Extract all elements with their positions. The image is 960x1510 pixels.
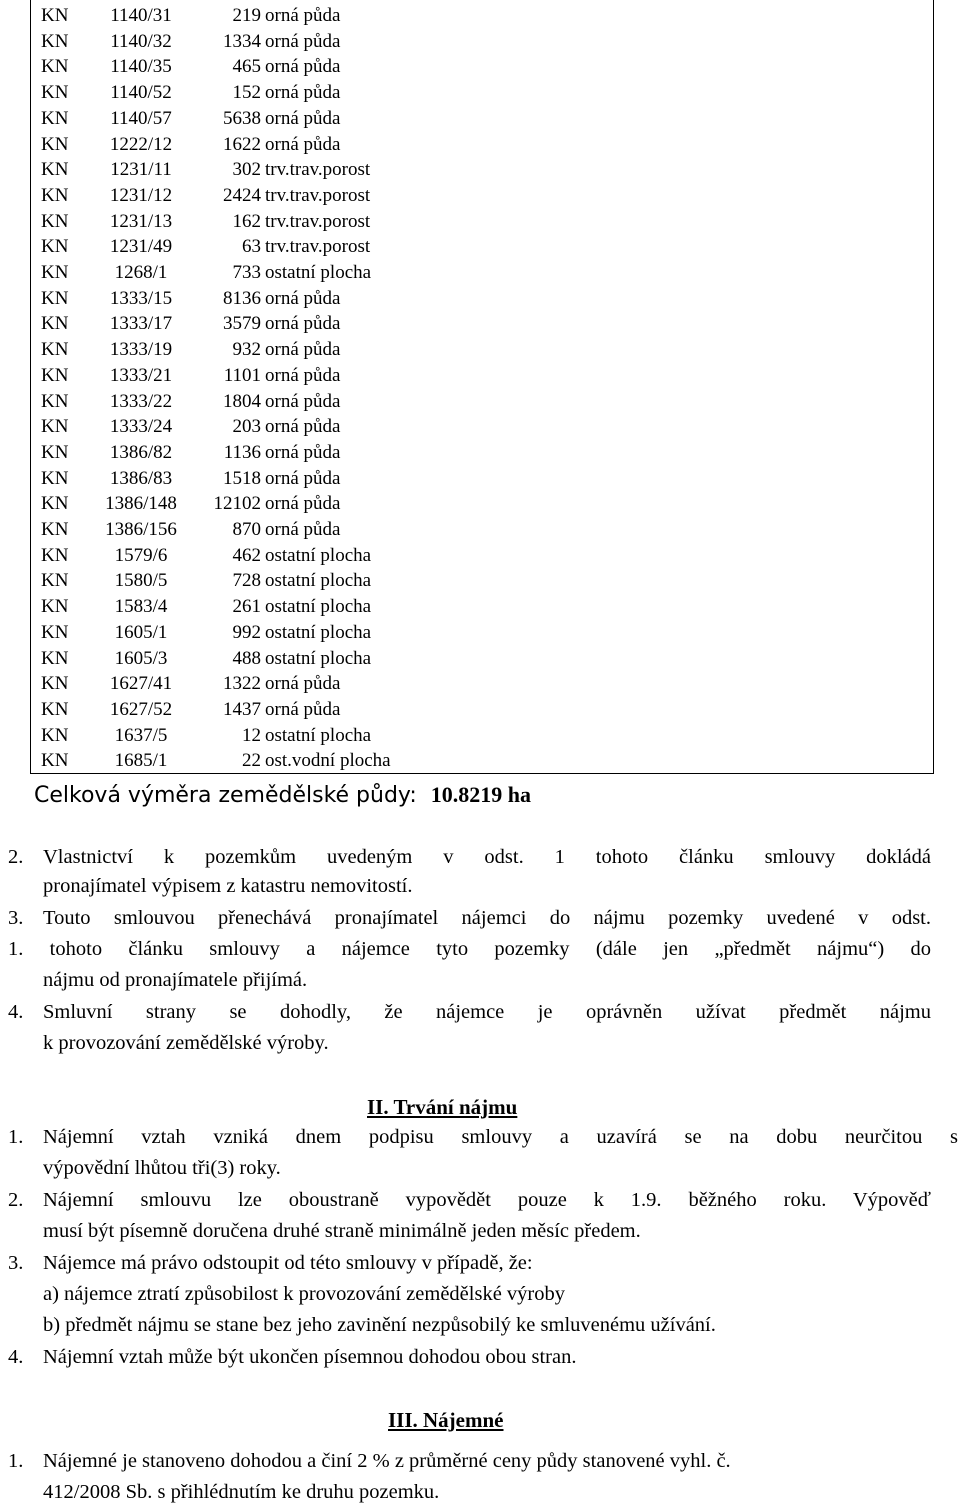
parcel-kn: KN <box>41 698 69 720</box>
parcel-type: orná půda <box>265 30 341 52</box>
parcel-number: 1386/82 <box>109 441 173 463</box>
parcel-area: 3579 <box>223 313 261 335</box>
paragraph-number: 3. <box>8 1252 24 1274</box>
parcel-area: 63 <box>242 236 261 258</box>
parcel-kn: KN <box>41 184 69 206</box>
parcel-number: 1231/13 <box>109 210 173 232</box>
parcel-area: 870 <box>232 519 261 540</box>
parcel-type: orná půda <box>265 698 341 720</box>
parcel-type: ostatní plocha <box>265 596 372 618</box>
parcel-area: 733 <box>232 262 261 283</box>
parcel-type: trv.trav.porost <box>265 159 371 181</box>
parcel-number: 1333/21 <box>109 364 173 386</box>
parcel-kn: KN <box>41 544 69 566</box>
parcel-number: 1333/24 <box>109 416 173 438</box>
parcel-number: 1231/12 <box>109 184 173 206</box>
parcel-area: 1518 <box>223 467 261 489</box>
parcel-number: 1627/52 <box>109 698 173 720</box>
parcel-type: orná půda <box>265 673 341 695</box>
parcel-kn: KN <box>41 750 69 772</box>
parcel-kn: KN <box>41 30 69 52</box>
parcel-table <box>30 0 934 774</box>
parcel-type: orná půda <box>265 133 341 155</box>
paragraph-line: k provozování zemědělské výroby. <box>43 1032 329 1054</box>
parcel-area: 462 <box>232 544 261 566</box>
parcel-number: 1140/57 <box>110 107 172 129</box>
parcel-kn: KN <box>41 570 69 592</box>
parcel-area: 1804 <box>223 390 261 412</box>
parcel-kn: KN <box>41 82 69 104</box>
parcel-kn: KN <box>41 467 69 489</box>
parcel-kn: KN <box>41 339 69 361</box>
parcel-type: trv.trav.porost <box>265 210 371 232</box>
paragraph-number: 4. <box>8 1001 24 1023</box>
parcel-type: orná půda <box>265 339 341 361</box>
parcel-type: orná půda <box>265 82 341 104</box>
parcel-area: 728 <box>232 570 261 592</box>
paragraph-line: Touto smlouvou přenechává pronajímatel nájemci do nájmu pozemky uvedené v odst. <box>43 907 931 929</box>
parcel-area: 932 <box>232 339 261 361</box>
parcel-number: 1333/19 <box>109 339 173 361</box>
parcel-number: 1386/83 <box>109 467 173 489</box>
parcel-number: 1140/35 <box>110 56 172 78</box>
parcel-kn: KN <box>41 621 69 643</box>
parcel-type: orná půda <box>265 364 341 386</box>
parcel-number: 1637/5 <box>114 724 168 746</box>
parcel-type: orná půda <box>265 390 341 412</box>
parcel-area: 22 <box>242 750 261 772</box>
parcel-kn: KN <box>41 133 69 155</box>
parcel-number: 1605/3 <box>114 647 168 669</box>
parcel-area: 162 <box>232 210 261 232</box>
parcel-area: 2424 <box>223 184 261 206</box>
parcel-number: 1140/32 <box>110 30 172 52</box>
total-label: Celková výměra zemědělské půdy: <box>34 783 417 808</box>
parcel-number: 1685/1 <box>114 750 168 772</box>
parcel-kn: KN <box>41 493 69 515</box>
parcel-type: ostatní plocha <box>265 724 372 746</box>
parcel-type: ostatní plocha <box>265 570 372 592</box>
parcel-kn: KN <box>41 313 69 335</box>
parcel-number: 1333/15 <box>109 287 173 309</box>
parcel-number: 1386/156 <box>105 519 177 540</box>
paragraph-number: 2. <box>8 1189 24 1211</box>
parcel-area: 203 <box>232 416 261 438</box>
paragraph-number: 4. <box>8 1346 24 1368</box>
parcel-kn: KN <box>41 262 69 283</box>
paragraph-line: nájmu od pronajímatele přijímá. <box>43 969 308 991</box>
parcel-area: 152 <box>232 82 261 104</box>
paragraph-line: výpovědní lhůtou tři(3) roky. <box>43 1157 281 1179</box>
parcel-kn: KN <box>41 287 69 309</box>
parcel-number: 1231/49 <box>109 236 173 258</box>
parcel-number: 1583/4 <box>114 596 168 618</box>
parcel-area: 8136 <box>223 287 261 309</box>
parcel-kn: KN <box>41 519 69 540</box>
parcel-kn: KN <box>41 5 69 26</box>
parcel-kn: KN <box>41 56 69 78</box>
paragraph-line: Vlastnictví k pozemkům uvedeným v odst. 1 tohoto článku smlouvy dokládá <box>43 846 931 868</box>
parcel-number: 1222/12 <box>109 133 173 155</box>
parcel-kn: KN <box>41 364 69 386</box>
parcel-area: 1101 <box>223 364 261 386</box>
parcel-type: orná půda <box>265 313 341 335</box>
paragraph-line: Nájemní smlouvu lze oboustraně vypovědět pouze k 1.9. běžného roku. Výpověď <box>43 1189 931 1211</box>
paragraph-line: Smluvní strany se dohodly, že nájemce je oprávněn užívat předmět nájmu <box>43 1001 931 1023</box>
parcel-type: ostatní plocha <box>265 544 372 566</box>
parcel-area: 219 <box>232 5 261 26</box>
parcel-area: 992 <box>232 621 261 643</box>
parcel-number: 1605/1 <box>114 621 168 643</box>
parcel-area: 1322 <box>223 673 261 695</box>
parcel-kn: KN <box>41 647 69 669</box>
parcel-area: 12 <box>242 724 261 746</box>
paragraph-number: 1. <box>8 1126 24 1148</box>
parcel-type: orná půda <box>265 5 341 26</box>
parcel-kn: KN <box>41 159 69 181</box>
paragraph-line: Nájemné je stanoveno dohodou a činí 2 % z průměrné ceny půdy stanovené vyhl. č. <box>43 1450 731 1472</box>
parcel-area: 1437 <box>223 698 261 720</box>
parcel-area: 12102 <box>213 493 261 515</box>
parcel-type: ostatní plocha <box>265 621 372 643</box>
parcel-number: 1268/1 <box>114 262 168 283</box>
paragraph-line: 412/2008 Sb. s přihlédnutím ke druhu pozemku. <box>43 1481 440 1503</box>
parcel-type: orná půda <box>265 416 341 438</box>
parcel-number: 1333/17 <box>109 313 173 335</box>
parcel-type: orná půda <box>265 56 341 78</box>
paragraph-line: Nájemní vztah vzniká dnem podpisu smlouvy a uzavírá se na dobu neurčitou s <box>43 1126 958 1148</box>
list-item-a: a) nájemce ztratí způsobilost k provozování zemědělské výroby <box>43 1283 565 1305</box>
parcel-type: orná půda <box>265 107 341 129</box>
parcel-kn: KN <box>41 596 69 618</box>
paragraph-line: Nájemce má právo odstoupit od této smlouvy v případě, že: <box>43 1252 533 1274</box>
section-heading: II. Trvání nájmu <box>367 1095 518 1119</box>
paragraph-line: pronajímatel výpisem z katastru nemovitostí. <box>43 875 413 897</box>
parcel-type: trv.trav.porost <box>265 236 371 258</box>
parcel-type: ostatní plocha <box>265 262 372 283</box>
parcel-type: orná půda <box>265 467 341 489</box>
parcel-type: ostatní plocha <box>265 647 372 669</box>
parcel-number: 1231/11 <box>110 159 172 181</box>
parcel-kn: KN <box>41 210 69 232</box>
parcel-number: 1579/6 <box>114 544 168 566</box>
parcel-area: 1334 <box>223 30 261 52</box>
parcel-area: 1136 <box>223 441 261 463</box>
parcel-area: 465 <box>232 56 261 78</box>
parcel-number: 1333/22 <box>109 390 173 412</box>
parcel-type: orná půda <box>265 493 341 515</box>
parcel-kn: KN <box>41 236 69 258</box>
paragraph-number: 2. <box>8 846 24 868</box>
parcel-area: 1622 <box>223 133 261 155</box>
parcel-type: ost.vodní plocha <box>265 750 391 772</box>
parcel-area: 261 <box>232 596 261 618</box>
total-area <box>34 782 531 808</box>
paragraph-number: 1. <box>8 1450 24 1472</box>
paragraph-line: 1. tohoto článku smlouvy a nájemce tyto pozemky (dále jen „předmět nájmu“) do <box>8 938 931 960</box>
section-heading: III. Nájemné <box>388 1408 504 1432</box>
parcel-type: orná půda <box>265 441 341 463</box>
parcel-area: 488 <box>232 647 261 669</box>
parcel-kn: KN <box>41 107 69 129</box>
parcel-kn: KN <box>41 673 69 695</box>
parcel-type: orná půda <box>265 519 341 540</box>
parcel-type: trv.trav.porost <box>265 184 371 206</box>
total-value: 10.8219 ha <box>430 782 532 807</box>
parcel-number: 1140/31 <box>110 5 172 26</box>
paragraph-number: 3. <box>8 907 24 929</box>
parcel-kn: KN <box>41 390 69 412</box>
parcel-number: 1627/41 <box>109 673 173 695</box>
parcel-kn: KN <box>41 441 69 463</box>
parcel-area: 5638 <box>223 107 261 129</box>
parcel-number: 1580/5 <box>114 570 168 592</box>
parcel-area: 302 <box>232 159 261 181</box>
parcel-number: 1140/52 <box>110 82 172 104</box>
parcel-number: 1386/148 <box>105 493 177 515</box>
parcel-kn: KN <box>41 724 69 746</box>
list-item-b: b) předmět nájmu se stane bez jeho zavinění nezpůsobilý ke smluvenému užívání. <box>43 1314 716 1336</box>
paragraph-line: Nájemní vztah může být ukončen písemnou dohodou obou stran. <box>43 1346 577 1368</box>
parcel-kn: KN <box>41 416 69 438</box>
parcel-type: orná půda <box>265 287 341 309</box>
paragraph-line: musí být písemně doručena druhé straně minimálně jeden měsíc předem. <box>43 1220 641 1242</box>
